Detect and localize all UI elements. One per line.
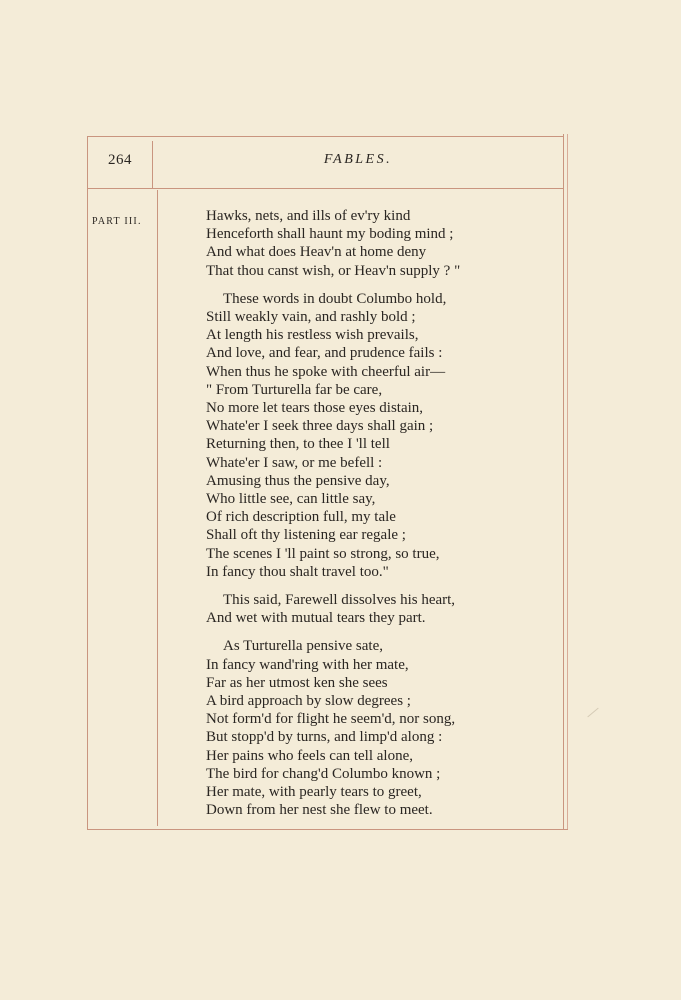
verse-line: Whate'er I saw, or me befell : (206, 454, 383, 471)
frame-margin-rule (157, 190, 158, 826)
verse-line: Of rich description full, my tale (206, 509, 396, 526)
verse-line: Far as her utmost ken she sees (206, 674, 388, 691)
verse-line: Hawks, nets, and ills of ev'ry kind (206, 208, 411, 224)
stanza (206, 207, 556, 280)
frame-left-rule (87, 136, 88, 830)
verse-line: " From Turturella far be care, (206, 381, 383, 398)
frame-top-rule (87, 136, 564, 137)
verse-line: The bird for chang'd Columbo known ; (206, 765, 441, 782)
verse-line: Returning then, to thee I 'll tell (206, 436, 390, 453)
verse-line: At length his restless wish prevails, (206, 327, 419, 344)
verse-line: Amusing thus the pensive day, (206, 472, 390, 489)
verse-line: Still weakly vain, and rashly bold ; (206, 309, 416, 326)
stanza (206, 591, 556, 627)
verse-line: These words in doubt Columbo hold, (223, 290, 447, 307)
part-label: PART III. (92, 216, 142, 227)
verse-line: Her pains who feels can tell alone, (206, 747, 414, 764)
verse-line: That thou canst wish, or Heav'n supply ? " (206, 262, 461, 279)
verse-line: Down from her nest she flew to meet. (206, 802, 433, 819)
verse-line: In fancy wand'ring with her mate, (206, 656, 409, 673)
stanza (206, 290, 556, 581)
verse-line: Who little see, can little say, (206, 491, 376, 508)
frame-right-outer-rule (567, 134, 568, 830)
frame-right-rule (563, 134, 564, 830)
pencil-mark (587, 708, 598, 718)
verse-line: When thus he spoke with cheerful air— (206, 363, 446, 380)
running-title: FABLES. (323, 152, 393, 167)
verse-line: And love, and fear, and prudence fails : (206, 345, 443, 362)
stanza (206, 637, 556, 819)
verse-line: This said, Farewell dissolves his heart, (223, 592, 456, 609)
verse-line: Her mate, with pearly tears to greet, (206, 784, 422, 801)
page-number: 264 (108, 152, 132, 168)
verse-line: Not form'd for flight he seem'd, nor song, (206, 711, 456, 728)
verse-line: In fancy thou shalt travel too." (206, 563, 389, 580)
verse-line: Henceforth shall haunt my boding mind ; (206, 226, 454, 243)
verse-line: The scenes I 'll paint so strong, so true, (206, 545, 440, 562)
poem-body (206, 207, 556, 830)
verse-line: Whate'er I seek three days shall gain ; (206, 418, 434, 435)
verse-line: And wet with mutual tears they part. (206, 610, 426, 627)
frame-header-rule (87, 188, 564, 189)
verse-line: No more let tears those eyes distain, (206, 400, 424, 417)
verse-line: But stopp'd by turns, and limp'd along : (206, 729, 443, 746)
verse-line: And what does Heav'n at home deny (206, 244, 427, 261)
verse-line: A bird approach by slow degrees ; (206, 693, 411, 710)
verse-line: As Turturella pensive sate, (223, 638, 383, 655)
verse-line: Shall oft thy listening ear regale ; (206, 527, 406, 544)
